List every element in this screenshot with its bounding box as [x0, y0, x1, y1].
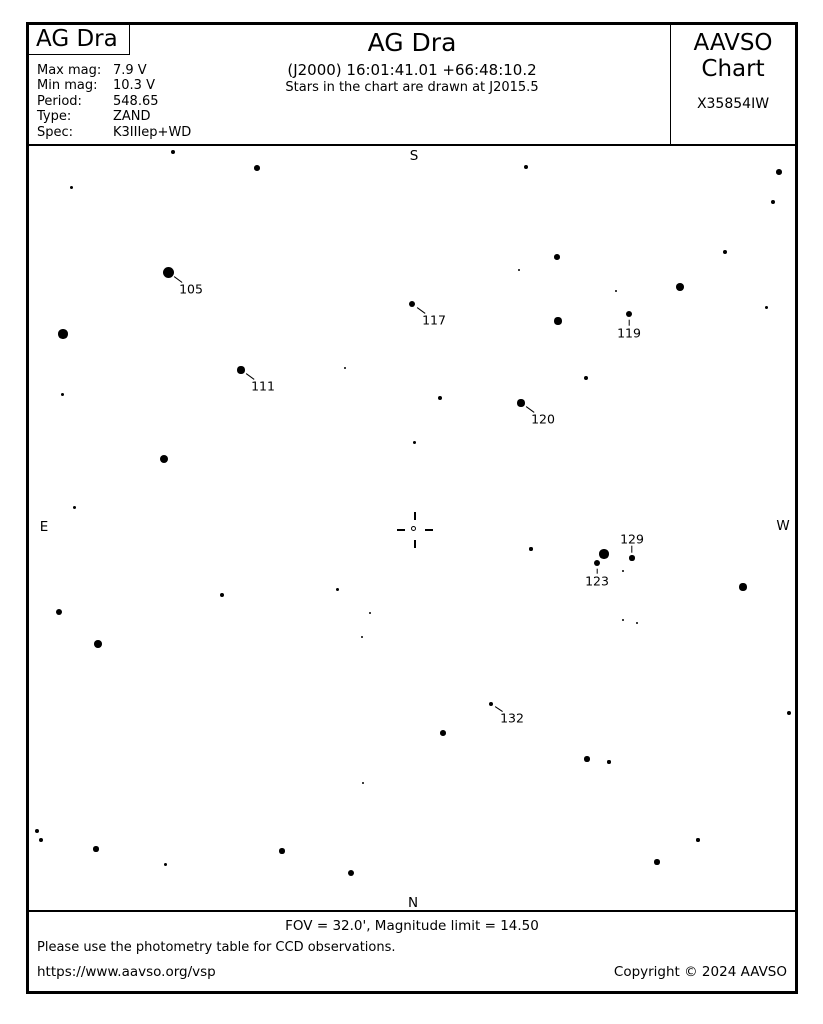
detail-label: Spec: [37, 124, 74, 140]
star-dot [171, 150, 175, 154]
comp-star-dot [594, 560, 601, 567]
star-dot [413, 441, 416, 444]
compass-label-south: S [409, 148, 419, 164]
star-dot [279, 848, 284, 853]
star-dot [696, 838, 699, 841]
star-dot [518, 269, 521, 272]
detail-value: 7.9 V [113, 63, 147, 78]
star-dot [254, 165, 260, 171]
star-dot [654, 859, 659, 864]
chart-footer [29, 912, 795, 987]
star-dot [438, 396, 442, 400]
star-dot [160, 455, 169, 464]
ccd-note: Please use the photometry table for CCD observations. [37, 940, 396, 955]
star-dot [584, 756, 589, 761]
fov-magnitude-line: FOV = 32.0', Magnitude limit = 14.50 [285, 918, 539, 934]
star-dot [70, 186, 73, 189]
star-dot [554, 254, 560, 260]
star-name: AG Dra [36, 26, 118, 52]
vsp-url: https://www.aavso.org/vsp [37, 964, 216, 980]
star-dot [61, 393, 64, 396]
chart-header [29, 25, 795, 146]
target-tick-bottom [414, 540, 415, 548]
star-dot [787, 711, 791, 715]
comp-star-dot [409, 301, 416, 308]
detail-row-period [37, 94, 191, 109]
comp-star-dot [163, 267, 174, 278]
detail-value: 548.65 [113, 93, 159, 109]
detail-value: ZAND [113, 109, 151, 125]
comp-star-label: 119 [617, 325, 641, 341]
chart-frame [26, 22, 798, 994]
star-dot [58, 329, 67, 338]
star-dot [440, 730, 446, 736]
star-dot [622, 619, 625, 622]
chart-id: X35854IW [696, 96, 770, 112]
compass-label-east: E [39, 519, 49, 535]
label-leader-line [631, 546, 632, 553]
star-dot [73, 506, 76, 509]
comp-star-label: 132 [500, 710, 524, 726]
comp-star-dot [517, 399, 524, 406]
star-dot [524, 165, 528, 169]
comp-star-dot [626, 311, 632, 317]
star-dot [739, 583, 746, 590]
aavso-chart-box [670, 25, 795, 144]
comp-star-label: 120 [531, 411, 555, 427]
star-dot [776, 169, 782, 175]
star-dot [554, 317, 561, 324]
comp-star-dot [629, 555, 634, 560]
star-dot [56, 609, 62, 615]
star-dot [35, 829, 39, 833]
star-name-box [29, 25, 130, 55]
comp-star-dot [489, 702, 494, 707]
target-tick-right [425, 529, 433, 530]
comp-star-label: 111 [251, 378, 275, 394]
star-dot [344, 367, 347, 370]
comp-star-dot [237, 366, 244, 373]
detail-row-spec [37, 125, 191, 140]
star-dot [361, 636, 364, 639]
footer-bottom-row [37, 964, 787, 980]
detail-value: 10.3 V [113, 78, 155, 94]
detail-row-type [37, 109, 191, 124]
star-dot [164, 863, 167, 866]
target-circle-icon [411, 526, 417, 532]
page-title: AG Dra [367, 28, 457, 57]
target-tick-left [397, 529, 405, 530]
comp-star-label: 117 [422, 312, 446, 328]
star-dot [771, 200, 775, 204]
star-details [37, 63, 191, 140]
org-name: AAVSO Chart [693, 30, 773, 82]
detail-label: Min mag: [37, 78, 98, 94]
comp-star-label: 105 [179, 281, 203, 297]
detail-row-min-mag [37, 78, 191, 93]
target-coordinates: (J2000) 16:01:41.01 +66:48:10.2 [287, 61, 537, 79]
star-dot [529, 547, 532, 550]
star-dot [636, 622, 639, 625]
copyright-text: Copyright © 2024 AAVSO [613, 964, 787, 980]
compass-label-west: W [776, 518, 790, 534]
star-dot [607, 760, 610, 763]
star-dot [369, 612, 372, 615]
star-dot [39, 838, 43, 842]
star-dot [584, 376, 588, 380]
star-field [29, 146, 795, 912]
star-dot [220, 593, 224, 597]
star-dot [622, 570, 625, 573]
star-dot [336, 588, 339, 591]
comp-star-label: 129 [620, 531, 644, 547]
star-dot [676, 283, 684, 291]
star-dot [94, 640, 102, 648]
epoch-note: Stars in the chart are drawn at J2015.5 [285, 80, 539, 95]
star-dot [723, 250, 727, 254]
star-dot [348, 870, 354, 876]
detail-label: Max mag: [37, 63, 102, 78]
star-dot [615, 290, 618, 293]
comp-star-label: 123 [585, 573, 609, 589]
star-dot [599, 549, 608, 558]
star-dot [93, 846, 98, 851]
detail-label: Period: [37, 93, 82, 109]
target-tick-top [414, 512, 415, 520]
detail-row-max-mag [37, 63, 191, 78]
star-dot [362, 782, 365, 785]
detail-value: K3IIIep+WD [113, 124, 192, 140]
detail-label: Type: [37, 109, 72, 125]
compass-label-north: N [407, 895, 419, 911]
star-dot [765, 306, 768, 309]
